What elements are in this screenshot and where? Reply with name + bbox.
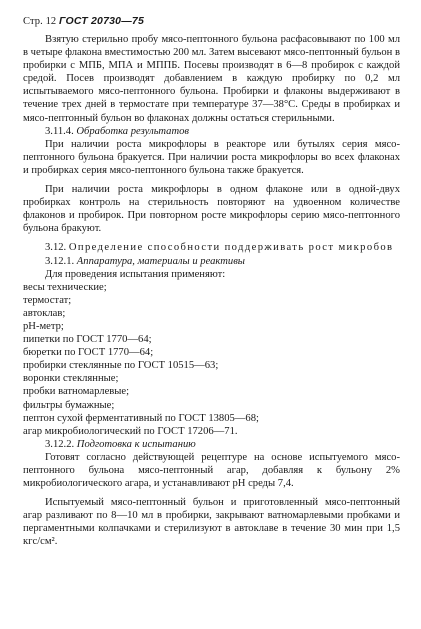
list-item: агар микробиологический по ГОСТ 17206—71. [23, 425, 238, 437]
section-title: Аппаратура, материалы и реактивы [76, 255, 245, 267]
section-3-12-2-heading [23, 438, 400, 451]
list-item: пробки ватномарлевые; [23, 386, 130, 398]
page-number: Стр. 12 [23, 16, 57, 27]
paragraph-sowing: Взятую стерильно пробу мясо-пептонного бульона расфасовывают по 100 мл в четыре флакона вместимостью 200 мл. Затем высевают мясо-пептонный бульон в пробирки с МПБ, МПА и МППБ. Посевы производят в 6—8 пробирок с каждой средой. Посев производят добавлением в каждую пробирку по 0,2 мл испытываемого мясо-пептонного бульона. Пробирки и флаконы выдерживают в течение трех дней в термостате при температуре 37—38°С. Среды в пробирках и мясо-пептонный бульон во флаконах должны остаться стерильными. [23, 34, 400, 124]
paragraph-preparation-1: Готовят согласно действующей рецептуре на основе испытуемого мясо-пептонного бульона мясо-пептонный агар, добавляя к бульону 2% микробиологического агара, и устанавливают рН среды 7,4. [23, 451, 400, 490]
section-number: 3.12.1. [45, 255, 75, 267]
section-3-12-heading [23, 241, 400, 254]
paragraph-results-1: При наличии роста микрофлоры в реакторе или бутылях серия мясо-пептонного бульона бракуется. При наличии роста микрофлоры во всех флаконах и пробирках серия мясо-пептонного бульона также бракуется. [23, 138, 400, 176]
list-item: пробирки стеклянные по ГОСТ 10515—63; [23, 360, 219, 372]
list-item: весы технические; [23, 281, 107, 293]
list-item: термостат; [23, 294, 72, 306]
paragraph-preparation-2: Испытуемый мясо-пептонный бульон и приготовленный мясо-пептонный агар разливают по 8—10 мл в пробирки, закрывают ватномарлевыми пробками и пергаментными колпачками и стерилизуют в автоклаве в течение 30 мин при 1,5 кгс/см². [23, 497, 400, 548]
list-item: рН-метр; [23, 320, 64, 332]
list-intro: Для проведения испытания применяют: [45, 268, 226, 280]
section-number: 3.11.4. [45, 125, 74, 137]
section-title: Подготовка к испытанию [76, 438, 196, 450]
list-item: пептон сухой ферментативный по ГОСТ 13805—68; [23, 412, 259, 424]
section-number: 3.12.2. [45, 438, 75, 450]
section-title: Обработка результатов [76, 125, 190, 137]
list-item: бюретки по ГОСТ 1770—64; [23, 347, 154, 359]
list-item: фильтры бумажные; [23, 399, 115, 411]
section-title: Определение способности поддерживать рост микробов [68, 242, 394, 254]
paragraph-results-2: При наличии роста микрофлоры в одном флаконе или в одной-двух пробирках контроль на стерильность повторяют на удвоенном количестве флаконов и пробирок. При повторном росте микрофлоры серию мясо-пептонного бульона бракуют. [23, 184, 400, 235]
equipment-list [23, 281, 400, 438]
page-header [23, 15, 400, 33]
list-item: пипетки по ГОСТ 1770—64; [23, 334, 152, 346]
section-number: 3.12. [45, 242, 67, 254]
list-item: воронки стеклянные; [23, 373, 119, 385]
list-item: автоклав; [23, 307, 66, 319]
document-body [23, 33, 400, 549]
section-3-11-4-heading [23, 125, 400, 138]
standard-number: ГОСТ 20730—75 [59, 15, 144, 27]
section-3-12-1-heading [23, 255, 400, 268]
